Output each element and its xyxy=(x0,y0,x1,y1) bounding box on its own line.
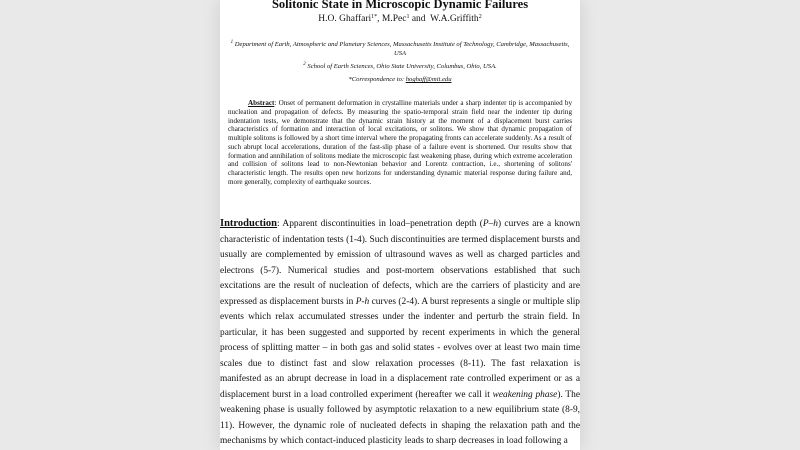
abstract: Abstract: Onset of permanent deformation in crystalline materials under a sharp indenter tip is accompanied by nucleation and propagation of defects. By measuring the spatio-temporal strain field near the indenter tip during indentation tests, we demonstrate that the dynamic strain history at the moment of a displacement burst carries characteristics of formation and interaction of local excitations, or solitons. We show that dynamic propagation of multiple solitons is followed by a short time interval where the propagating fronts can accelerate suddenly. As a result of such abrupt local accelerations, duration of the fast-slip phase of a failure event is shortened. Our results show that formation and annihilation of solitons mediate the microscopic fast weakening phase, during which extreme acceleration and collision of solitons lead to non-Newtonian behavior and Lorentz contraction, i.e., shortening of solitons' characteristic length. The results open new horizons for understanding dynamic material response during failure and, more generally, complexity of earthquake sources. xyxy=(228,99,572,186)
abstract-text: Onset of permanent deformation in crystalline materials under a sharp indenter tip is accompanied by nucleation and propagation of defects. By measuring the spatio-temporal strain field near the indenter tip during indentation tests, we demonstrate that the dynamic strain history at the moment of a displacement burst carries characteristics of formation and interaction of local excitations, or solitons. We show that dynamic propagation of multiple solitons is followed by a short time interval where the propagating fronts can accelerate suddenly. As a result of such abrupt local accelerations, duration of the fast-slip phase of a failure event is shortened. Our results show that formation and annihilation of solitons mediate the microscopic fast weakening phase, during which extreme acceleration and collision of solitons lead to non-Newtonian behavior and Lorentz contraction, i.e., shortening of solitons' characteristic length. The results open new horizons for understanding dynamic material response during failure and, more generally, complexity of earthquake sources. xyxy=(228,99,572,186)
correspondence-email-link[interactable]: hoghaff@mit.edu xyxy=(405,76,452,83)
author-affiliation-mark: 1* xyxy=(371,14,378,20)
affiliation-number: 2 xyxy=(303,62,306,67)
affiliation-text: School of Earth Sciences, Ohio State University, Columbus, Ohio, USA. xyxy=(307,63,497,70)
intro-italic-term: P–h xyxy=(482,219,498,229)
intro-text: curves (2-4). A burst represents a single or multiple slip events which relax accumulated stresses under the indenter and perturb the strain field. In particular, it has been suggested and supported by recent experiments in which the general process of splitting matter – in both gas and solid states - evolves over at least two main time scales due to distinct fast and slow relaxation processes (8-11). The fast relaxation is manifested as an abrupt decrease in load in a displacement rate controlled experiment or as a displacement burst in a load controlled experiment (hereafter we call it xyxy=(220,296,580,400)
introduction-heading: Introduction xyxy=(220,218,277,229)
author-affiliation-mark: 1 xyxy=(406,14,410,20)
author-separator: , xyxy=(377,14,382,24)
correspondence-label: *Correspondence to: xyxy=(348,76,405,83)
author-name: H.O. Ghaffari xyxy=(318,14,372,24)
affiliation-text: Department of Earth, Atmospheric and Planetary Sciences, Massachusetts Institute of Technology, Cambridge, Massachusetts, USA xyxy=(234,41,570,57)
affiliation-2 xyxy=(228,62,572,71)
author-separator: and xyxy=(409,14,431,24)
author-line xyxy=(220,14,580,24)
affiliation-number: 1 xyxy=(230,40,234,45)
paper-page xyxy=(220,0,580,450)
intro-text: Apparent discontinuities in load–penetration depth ( xyxy=(282,219,483,229)
intro-text: ) curves are a known characteristic of indentation tests (1-4). Such discontinuities are termed displacement bursts and usually are complemented by emission of ultrasound waves as well as charged particles and electrons (5-7). Numerical studies and post-mortem observations established that such excitations are the result of nucleation of defects, which are the carriers of plasticity and are expressed as displacement bursts in xyxy=(220,219,580,307)
affiliation-1 xyxy=(228,40,572,58)
author-name: W.A.Griffith xyxy=(430,14,479,24)
abstract-label: Abstract xyxy=(248,99,275,107)
author-name: M.Pec xyxy=(381,14,407,24)
introduction-paragraph: Introduction: Apparent discontinuities in load–penetration depth (P–h) curves are a known characteristic of indentation tests (1-4). Such discontinuities are termed displacement bursts and usually are complemented by emission of ultrasound waves as well as charged particles and electrons (5-7). Numerical studies and post-mortem observations established that such excitations are the result of nucleation of defects, which are the carriers of plasticity and are expressed as displacement bursts in P-h curves (2-4). A burst represents a single or multiple slip events which relax accumulated stresses under the indenter and perturb the strain field. In particular, it has been suggested and supported by recent experiments in which the general process of splitting matter – in both gas and solid states - evolves over at least two main time scales due to distinct fast and slow relaxation processes (8-11). The fast relaxation is manifested as an abrupt decrease in load in a displacement rate controlled experiment or as a displacement burst in a load controlled experiment (hereafter we call it weakening phase). The weakening phase is usually followed by asymptotic relaxation to a new equilibrium state (8-9, 11). However, the dynamic role of nucleated defects in shaping the relaxation path and the mechanisms by which contact-induced plasticity leads to sharp decreases in load following a xyxy=(220,218,580,446)
intro-italic-term: weakening phase xyxy=(492,389,558,400)
correspondence xyxy=(228,75,572,84)
paper-title: Solitonic State in Microscopic Dynamic Failures xyxy=(271,0,529,11)
intro-italic-term: P-h xyxy=(355,296,370,307)
intro-text: ). The weakening phase is usually followed by asymptotic relaxation to a new equilibrium state (8-9, 11). However, the dynamic role of nucleated defects in shaping the relaxation path and the mechanisms by which contact-induced plasticity leads to sharp decreases in load following a xyxy=(220,389,580,446)
author-affiliation-mark: 2 xyxy=(478,14,482,20)
